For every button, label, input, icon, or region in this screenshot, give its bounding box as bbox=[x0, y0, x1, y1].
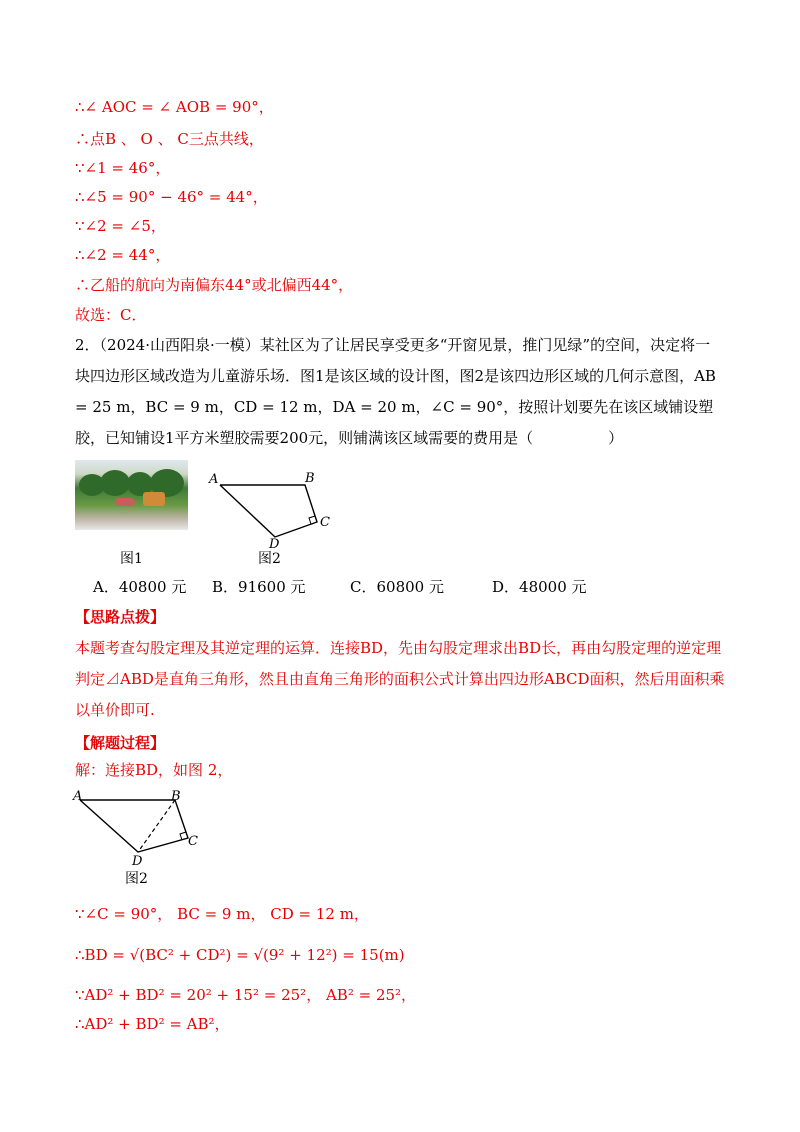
option-d[interactable]: D．48000 元 bbox=[492, 578, 587, 596]
solution-heading: 【解题过程】 bbox=[75, 734, 166, 752]
hint-text: 本题考查勾股定理及其逆定理的运算．连接BD，先由勾股定理求出BD长，再由勾股定理的逆定理判定⊿ABD是直角三角形，然且由直角三角形的面积公式计算出四边形ABCD面积，然后用面积乘以单价即可. bbox=[75, 639, 725, 719]
step-line-7: ∴乙船的航向为南偏东44°或北偏西44°， bbox=[75, 276, 354, 294]
figure-1-caption: 图1 bbox=[120, 551, 143, 567]
solution-figure-caption: 图2 bbox=[125, 871, 148, 887]
figure-2-caption: 图2 bbox=[258, 551, 281, 567]
quadrilateral-figure bbox=[205, 470, 335, 550]
playground-photo bbox=[75, 460, 188, 530]
step-line-6: ∴∠2 = 44°， bbox=[75, 246, 171, 264]
step-line-1: ∴∠ AOC = ∠ AOB = 90°， bbox=[75, 98, 274, 116]
hint-heading: 【思路点拨】 bbox=[75, 608, 166, 626]
solution-step-3: ∵AD² + BD² = 20² + 15² = 25²， AB² = 25²， bbox=[75, 986, 417, 1004]
vertex-c-label: C bbox=[320, 515, 330, 530]
solution-step-4: ∴AD² + BD² = AB²， bbox=[75, 1015, 230, 1033]
solution-step-2: ∴BD = √(BC² + CD²) = √(9² + 12²) = 15(m) bbox=[75, 946, 405, 964]
solution-vertex-b: B bbox=[171, 790, 181, 804]
step-line-3: ∵∠1 = 46°， bbox=[75, 159, 171, 177]
option-a[interactable]: A．40800 元 bbox=[93, 578, 187, 596]
solution-step-1: ∵∠C = 90°， BC = 9 m， CD = 12 m， bbox=[75, 905, 369, 923]
step-line-5: ∵∠2 = ∠5， bbox=[75, 217, 166, 235]
vertex-d-label: D bbox=[269, 537, 280, 550]
answer-line: 故选：C． bbox=[75, 306, 147, 324]
solution-vertex-c: C bbox=[188, 834, 198, 849]
solution-vertex-d: D bbox=[132, 854, 143, 869]
question-text: 2．（2024·山西阳泉·一模）某社区为了让居民享受更多“开窗见景，推门见绿”的空间，决定将一块四边形区域改造为儿童游乐场．图1是该区域的设计图，图2是该四边形区域的几何示意图，AB = 25 m，BC = 9 m，CD = 12 m，DA = 20 m，∠C = 90°，按照计划要先在该区域铺设塑胶，已知铺设1平方米塑胶需要200元，则铺满该区域需要的费用是（ ） bbox=[75, 336, 716, 447]
solution-figure bbox=[70, 790, 210, 870]
option-b[interactable]: B．91600 元 bbox=[212, 578, 306, 596]
step-line-4: ∴∠5 = 90° − 46° = 44°， bbox=[75, 188, 268, 206]
vertex-a-label: A bbox=[209, 472, 219, 487]
solution-intro: 解：连接BD，如图 2， bbox=[75, 761, 233, 779]
solution-vertex-a: A bbox=[73, 790, 83, 804]
step-line-2: ∴点B 、 O 、 C三点共线， bbox=[75, 130, 264, 148]
option-c[interactable]: C．60800 元 bbox=[350, 578, 444, 596]
vertex-b-label: B bbox=[305, 471, 315, 486]
